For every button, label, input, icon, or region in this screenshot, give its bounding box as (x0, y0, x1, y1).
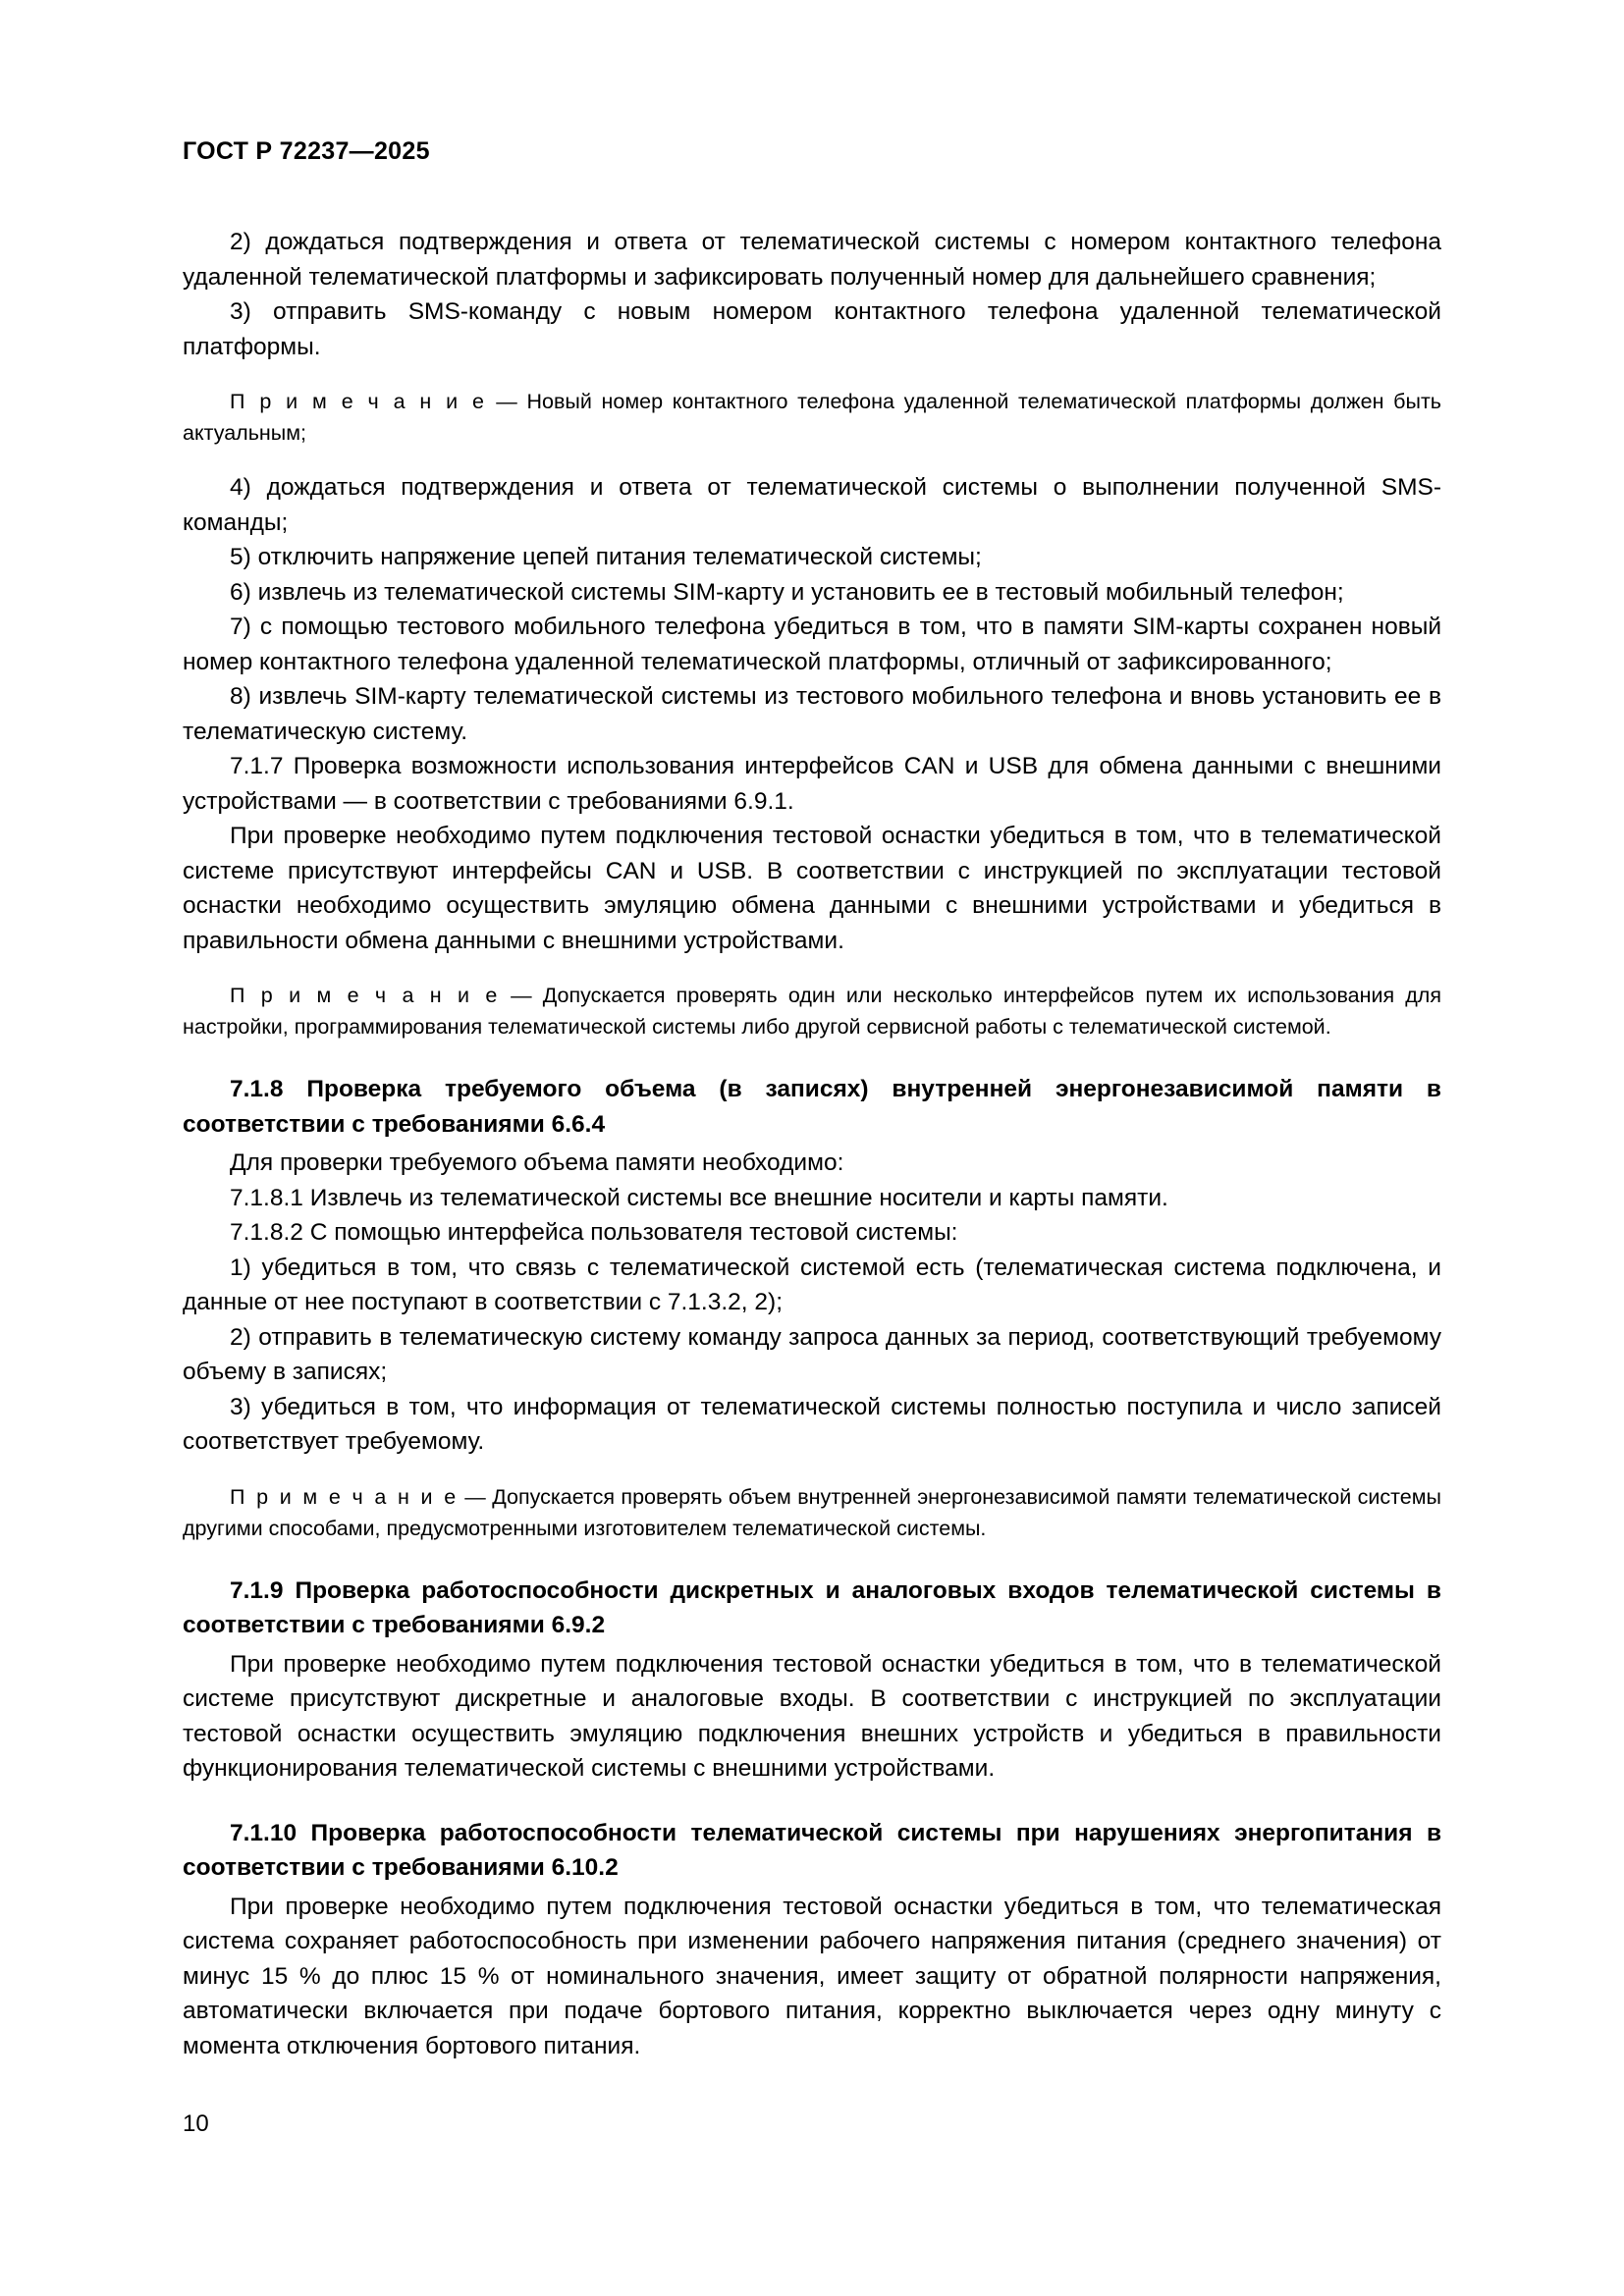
paragraph: 7.1.8.1 Извлечь из телематической системы все внешние носители и карты памяти. (230, 1184, 1168, 1211)
paragraph: 7.1.8.2 С помощью интерфейса пользователя тестовой системы: (230, 1219, 958, 1246)
paragraph: 2) дождаться подтверждения и ответа от телематической системы с номером контактного телефона удаленной телематической платформы и зафиксировать полученный номер для дальнейшего сравнения; (183, 229, 1441, 291)
note-text: — Допускается проверять объем внутренней энергонезависимой памяти телематической системы другими способами, предусмотренными изготовителем телематической системы. (183, 1484, 1441, 1540)
standard-header: ГОСТ Р 72237—2025 (183, 137, 430, 165)
paragraph: 4) дождаться подтверждения и ответа от телематической системы о выполнении полученной SMS-команды; (183, 474, 1441, 536)
note-paragraph (183, 386, 1441, 449)
note-paragraph (183, 1481, 1441, 1544)
paragraph: 2) отправить в телематическую систему команду запроса данных за период, соответствующий требуемому объему в записях; (183, 1323, 1441, 1385)
paragraph: При проверке необходимо путем подключения тестовой оснастки убедиться в том, что телематическая система сохраняет работоспособность при изменении рабочего напряжения питания (среднего значения) от минус 15 % до плюс 15 % от номинального значения, имеет защиту от обратной полярности напряжения, автоматически включается при подаче бортового питания, корректно выключается через одну минуту с момента отключения бортового питания. (183, 1893, 1441, 2059)
paragraph: 7) с помощью тестового мобильного телефона убедиться в том, что в памяти SIM-карты сохранен новый номер контактного телефона удаленной телематической платформы, отличный от зафиксированного; (183, 614, 1441, 675)
note-text: — Новый номер контактного телефона удаленной телематической платформы должен быть актуальным; (183, 390, 1441, 445)
note-text: — Допускается проверять один или несколько интерфейсов путем их использования для настройки, программирования телематической системы либо другой сервисной работы с телематической системой. (183, 984, 1441, 1039)
paragraph: 3) отправить SMS-команду с новым номером контактного телефона удаленной телематической платформы. (183, 298, 1441, 360)
note-paragraph (183, 980, 1441, 1042)
page-number: 10 (183, 2110, 209, 2137)
paragraph: 5) отключить напряжение цепей питания телематической системы; (230, 544, 982, 570)
paragraph: 6) извлечь из телематической системы SIM-карту и установить ее в тестовый мобильный телефон; (230, 578, 1344, 606)
page-content (183, 137, 1441, 2063)
paragraph: Для проверки требуемого объема памяти необходимо: (230, 1149, 844, 1176)
paragraph: При проверке необходимо путем подключения тестовой оснастки убедиться в том, что в телематической системе присутствуют дискретные и аналоговые входы. В соответствии с инструкцией по эксплуатации тестовой оснастки осуществить эмуляцию подключения внешних устройств и убедиться в правильности функционирования телематической системы с внешними устройствами. (183, 1650, 1441, 1782)
note-label: П р и м е ч а н и е (230, 984, 500, 1007)
section-heading: 7.1.8 Проверка требуемого объема (в записях) внутренней энергонезависимой памяти в соответствии с требованиями 6.6.4 (183, 1076, 1441, 1138)
note-label: П р и м е ч а н и е (230, 1484, 459, 1509)
paragraph: 3) убедиться в том, что информация от телематической системы полностью поступила и число записей соответствует требуемому. (183, 1393, 1441, 1455)
paragraph: При проверке необходимо путем подключения тестовой оснастки убедиться в том, что в телематической системе присутствуют интерфейсы CAN и USB. В соответствии с инструкцией по эксплуатации тестовой оснастки необходимо осуществить эмуляцию обмена данными с внешними устройствами и убедиться в правильности обмена данными с внешними устройствами. (183, 823, 1441, 954)
paragraph: 7.1.7 Проверка возможности использования интерфейсов CAN и USB для обмена данными с внешними устройствами — в соответствии с требованиями 6.9.1. (183, 753, 1441, 815)
document-body (183, 225, 1441, 2063)
paragraph: 1) убедиться в том, что связь с телематической системой есть (телематическая система подключена, и данные от нее поступают в соответствии с 7.1.3.2, 2); (183, 1254, 1441, 1315)
paragraph: 8) извлечь SIM-карту телематической системы из тестового мобильного телефона и вновь установить ее в телематическую систему. (183, 683, 1441, 745)
note-label: П р и м е ч а н и е (230, 390, 487, 413)
section-heading: 7.1.10 Проверка работоспособности телематической системы при нарушениях энергопитания в соответствии с требованиями 6.10.2 (183, 1819, 1441, 1881)
section-heading: 7.1.9 Проверка работоспособности дискретных и аналоговых входов телематической системы в соответствии с требованиями 6.9.2 (183, 1576, 1441, 1638)
